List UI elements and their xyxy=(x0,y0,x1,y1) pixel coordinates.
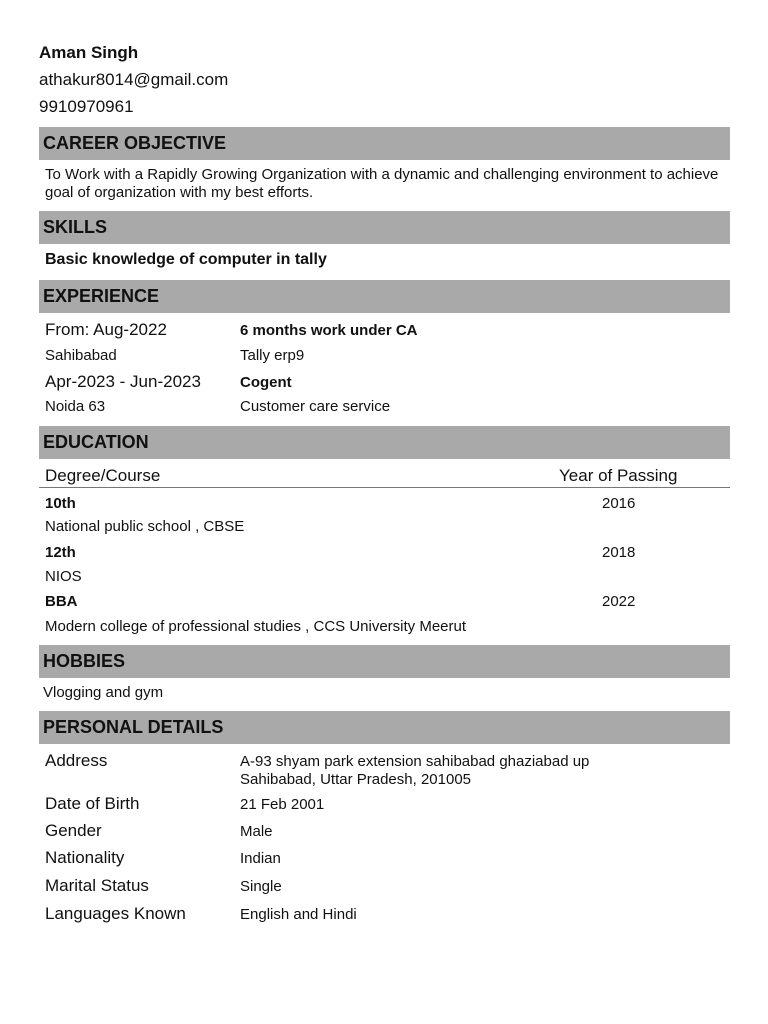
personal-label-languages: Languages Known xyxy=(45,904,186,923)
personal-value-dob: 21 Feb 2001 xyxy=(240,796,325,813)
hobbies-text: Vlogging and gym xyxy=(43,684,164,701)
education-year: 2022 xyxy=(602,593,636,610)
personal-label-dob: Date of Birth xyxy=(45,794,140,813)
personal-label-marital-status: Marital Status xyxy=(45,876,149,895)
education-institution: National public school , CBSE xyxy=(45,518,245,535)
experience-detail: Customer care service xyxy=(240,398,391,415)
education-header-rule xyxy=(39,487,730,488)
section-career-objective: CAREER OBJECTIVE xyxy=(39,127,730,160)
section-personal-details: PERSONAL DETAILS xyxy=(39,711,730,744)
education-col-year: Year of Passing xyxy=(559,466,678,485)
experience-location: Noida 63 xyxy=(45,398,106,415)
education-institution: NIOS xyxy=(45,568,82,585)
personal-label-gender: Gender xyxy=(45,821,102,840)
skill-item: Basic knowledge of computer in tally xyxy=(45,251,327,268)
experience-location: Sahibabad xyxy=(45,347,117,364)
section-education: EDUCATION xyxy=(39,426,730,459)
education-degree: 12th xyxy=(45,544,76,561)
education-degree: 10th xyxy=(45,495,76,512)
education-institution: Modern college of professional studies , CCS University Meerut xyxy=(45,618,467,635)
career-objective-text: To Work with a Rapidly Growing Organization with a dynamic and challenging environment to achieve goal of organization with my best efforts. xyxy=(45,166,719,201)
personal-label-address: Address xyxy=(45,751,108,770)
personal-value-nationality: Indian xyxy=(240,850,281,867)
experience-period: Apr-2023 - Jun-2023 xyxy=(45,372,201,391)
email: athakur8014@gmail.com xyxy=(39,70,229,89)
education-col-degree: Degree/Course xyxy=(45,466,161,485)
personal-value-gender: Male xyxy=(240,823,273,840)
section-skills: SKILLS xyxy=(39,211,730,244)
experience-role: 6 months work under CA xyxy=(240,322,418,339)
experience-detail: Tally erp9 xyxy=(240,347,305,364)
phone: 9910970961 xyxy=(39,97,134,116)
education-degree: BBA xyxy=(45,593,78,610)
candidate-name: Aman Singh xyxy=(39,43,139,62)
personal-value-address-line2: Sahibabad, Uttar Pradesh, 201005 xyxy=(240,771,471,788)
personal-label-nationality: Nationality xyxy=(45,848,125,867)
section-hobbies: HOBBIES xyxy=(39,645,730,678)
education-year: 2016 xyxy=(602,495,636,512)
personal-value-address: A-93 shyam park extension sahibabad ghaziabad up xyxy=(240,753,590,770)
personal-value-languages: English and Hindi xyxy=(240,906,357,923)
section-experience: EXPERIENCE xyxy=(39,280,730,313)
personal-value-marital-status: Single xyxy=(240,878,282,895)
experience-period: From: Aug-2022 xyxy=(45,320,167,339)
experience-role: Cogent xyxy=(240,374,292,391)
education-year: 2018 xyxy=(602,544,636,561)
